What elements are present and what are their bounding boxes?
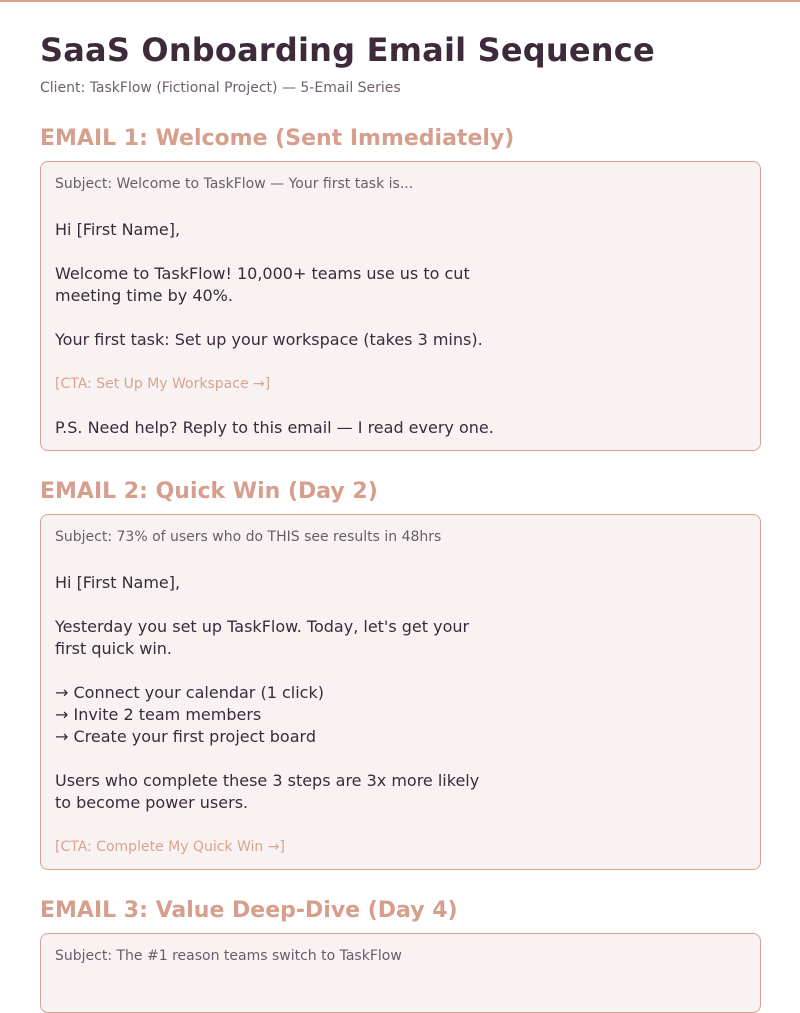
email-2-paragraph-3 xyxy=(55,770,746,814)
email-1-paragraph-1-line-2: meeting time by 40%. xyxy=(55,286,233,305)
email-2-greeting: Hi [First Name], xyxy=(55,573,181,592)
email-2-paragraph-1 xyxy=(55,616,746,660)
email-1-greeting: Hi [First Name], xyxy=(55,220,181,239)
email-1-card xyxy=(40,161,761,451)
email-2-step: → Invite 2 team members xyxy=(55,705,262,724)
email-3-heading: EMAIL 3: Value Deep-Dive (Day 4) xyxy=(40,898,458,923)
email-1-heading: EMAIL 1: Welcome (Sent Immediately) xyxy=(40,126,515,151)
email-3-subject: Subject: The #1 reason teams switch to TaskFlow xyxy=(55,948,402,964)
email-2-paragraph-1-line-1: Yesterday you set up TaskFlow. Today, let's get your xyxy=(55,617,470,636)
email-2-paragraph-3-line-2: to become power users. xyxy=(55,793,249,812)
email-1-ps: P.S. Need help? Reply to this email — I read every one. xyxy=(55,418,494,437)
email-1-subject: Subject: Welcome to TaskFlow — Your first task is... xyxy=(55,176,414,192)
email-1-paragraph-1 xyxy=(55,263,746,307)
email-1-paragraph-2: Your first task: Set up your workspace (takes 3 mins). xyxy=(55,330,483,349)
document-page xyxy=(0,2,800,1013)
email-3-card xyxy=(40,933,761,1013)
email-2-subject: Subject: 73% of users who do THIS see results in 48hrs xyxy=(55,529,442,545)
email-1-paragraph-1-line-1: Welcome to TaskFlow! 10,000+ teams use us to cut xyxy=(55,264,470,283)
email-2-paragraph-1-line-2: first quick win. xyxy=(55,639,172,658)
email-2-card xyxy=(40,514,761,870)
email-2-step: → Create your first project board xyxy=(55,727,316,746)
page-title: SaaS Onboarding Email Sequence xyxy=(40,31,655,69)
email-1-cta: [CTA: Set Up My Workspace →] xyxy=(55,376,271,392)
email-2-paragraph-3-line-1: Users who complete these 3 steps are 3x more likely xyxy=(55,771,480,790)
email-2-heading: EMAIL 2: Quick Win (Day 2) xyxy=(40,479,378,504)
email-1-body xyxy=(55,219,746,439)
page-subtitle: Client: TaskFlow (Fictional Project) — 5-Email Series xyxy=(40,80,401,96)
email-2-cta: [CTA: Complete My Quick Win →] xyxy=(55,839,285,855)
email-2-steps xyxy=(55,682,746,748)
email-2-step: → Connect your calendar (1 click) xyxy=(55,683,324,702)
email-2-body xyxy=(55,572,746,858)
